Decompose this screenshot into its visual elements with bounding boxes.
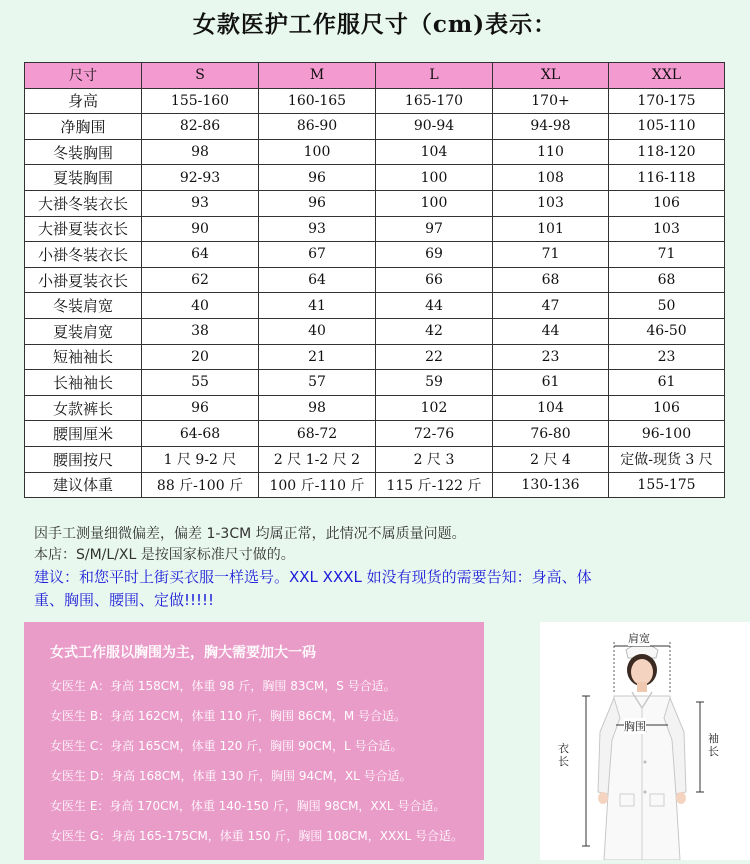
size-value-cell: 100 [259,139,376,165]
size-value-cell: 64-68 [142,421,259,447]
size-value-cell: 定做-现货 3 尺 [609,446,725,472]
size-value-cell: 2 尺 4 [493,446,609,472]
header-s: S [142,63,259,89]
recommendation-line: 女医生 D：身高 168CM，体重 130 斤，胸围 94CM，XL 号合适。 [50,769,412,783]
size-value-cell: 165-170 [376,88,493,114]
size-value-cell: 20 [142,344,259,370]
table-row [25,190,725,216]
row-label-cell: 短袖袖长 [25,344,142,370]
size-value-cell: 41 [259,293,376,319]
size-value-cell: 90-94 [376,114,493,140]
size-value-cell: 103 [609,216,725,242]
row-label-cell: 净胸围 [25,114,142,140]
table-row [25,421,725,447]
table-row [25,370,725,396]
table-row [25,114,725,140]
header-size: 尺寸 [25,63,142,89]
size-value-cell: 62 [142,267,259,293]
size-value-cell: 101 [493,216,609,242]
size-value-cell: 104 [493,395,609,421]
size-value-cell: 96 [142,395,259,421]
recommendation-heading: 女式工作服以胸围为主，胸大需要加大一码 [50,645,316,661]
size-value-cell: 1 尺 9-2 尺 [142,446,259,472]
shoulder-width-label: 肩宽 [628,632,650,645]
size-value-cell: 110 [493,139,609,165]
note-measurement-tolerance: 因手工测量细微偏差，偏差 1-3CM 均属正常，此情况不属质量问题。 [34,526,466,542]
header-xxl: XXL [609,63,725,89]
size-value-cell: 38 [142,318,259,344]
size-value-cell: 98 [142,139,259,165]
size-value-cell: 76-80 [493,421,609,447]
size-value-cell: 46-50 [609,318,725,344]
size-value-cell: 118-120 [609,139,725,165]
size-value-cell: 71 [493,242,609,268]
row-label-cell: 大褂夏装衣长 [25,216,142,242]
size-value-cell: 68-72 [259,421,376,447]
row-label-cell: 小褂冬装衣长 [25,242,142,268]
table-row [25,395,725,421]
header-l: L [376,63,493,89]
table-row [25,139,725,165]
size-value-cell: 100 [376,165,493,191]
size-value-cell: 93 [142,190,259,216]
table-row [25,267,725,293]
size-value-cell: 22 [376,344,493,370]
table-row [25,446,725,472]
size-value-cell: 68 [609,267,725,293]
size-value-cell: 71 [609,242,725,268]
recommendation-line: 女医生 B：身高 162CM，体重 110 斤，胸围 86CM，M 号合适。 [50,709,407,723]
header-m: M [259,63,376,89]
size-value-cell: 94-98 [493,114,609,140]
model-figure [540,622,750,860]
sleeve-length-label: 袖长 [708,732,719,758]
size-value-cell: 116-118 [609,165,725,191]
size-value-cell: 42 [376,318,493,344]
size-value-cell: 98 [259,395,376,421]
length-label: 衣长 [558,742,569,768]
size-value-cell: 170-175 [609,88,725,114]
size-value-cell: 66 [376,267,493,293]
row-label-cell: 小褂夏装衣长 [25,267,142,293]
row-label-cell: 大褂冬装衣长 [25,190,142,216]
row-label-cell: 夏装胸围 [25,165,142,191]
size-value-cell: 155-175 [609,472,725,498]
size-value-cell: 44 [376,293,493,319]
size-value-cell: 21 [259,344,376,370]
recommendation-box [24,622,484,860]
size-value-cell: 47 [493,293,609,319]
size-value-cell: 105-110 [609,114,725,140]
row-label-cell: 女款裤长 [25,395,142,421]
table-row [25,216,725,242]
table-row [25,242,725,268]
table-row [25,293,725,319]
recommendation-line: 女医生 C：身高 165CM，体重 120 斤，胸围 90CM，L 号合适。 [50,739,403,753]
size-value-cell: 108 [493,165,609,191]
note-suggestion-line1: 建议：和您平时上街买衣服一样选号。XXL XXXL 如没有现货的需要告知：身高、体 [34,568,592,586]
size-value-cell: 2 尺 1-2 尺 2 [259,446,376,472]
table-row [25,318,725,344]
row-label-cell: 冬装胸围 [25,139,142,165]
row-label-cell: 冬装肩宽 [25,293,142,319]
size-value-cell: 100 斤-110 斤 [259,472,376,498]
size-value-cell: 93 [259,216,376,242]
row-label-cell: 腰围厘米 [25,421,142,447]
size-value-cell: 170+ [493,88,609,114]
row-label-cell: 身高 [25,88,142,114]
size-value-cell: 40 [142,293,259,319]
notes-section [34,524,734,612]
size-value-cell: 100 [376,190,493,216]
size-value-cell: 97 [376,216,493,242]
row-label-cell: 建议体重 [25,472,142,498]
size-value-cell: 72-76 [376,421,493,447]
row-label-cell: 夏装肩宽 [25,318,142,344]
size-value-cell: 82-86 [142,114,259,140]
recommendation-line: 女医生 E：身高 170CM，体重 140-150 斤，胸围 98CM，XXL 号合适。 [50,799,446,813]
header-xl: XL [493,63,609,89]
size-value-cell: 40 [259,318,376,344]
size-table [24,62,725,498]
size-value-cell: 44 [493,318,609,344]
size-value-cell: 68 [493,267,609,293]
page-title: 女款医护工作服尺寸（cm)表示： [192,11,558,38]
size-value-cell: 130-136 [493,472,609,498]
table-row [25,165,725,191]
size-value-cell: 59 [376,370,493,396]
size-value-cell: 102 [376,395,493,421]
size-value-cell: 104 [376,139,493,165]
size-value-cell: 50 [609,293,725,319]
row-label-cell: 腰围按尺 [25,446,142,472]
size-value-cell: 61 [493,370,609,396]
size-value-cell: 69 [376,242,493,268]
chest-label: 胸围 [624,720,646,733]
table-row [25,472,725,498]
table-header-row [25,63,725,89]
size-value-cell: 61 [609,370,725,396]
size-value-cell: 64 [142,242,259,268]
row-label-cell: 长袖袖长 [25,370,142,396]
size-value-cell: 57 [259,370,376,396]
recommendation-line: 女医生 A：身高 158CM，体重 98 斤，胸围 83CM，S 号合适。 [50,679,396,693]
size-value-cell: 64 [259,267,376,293]
note-national-standard: 本店：S/M/L/XL 是按国家标准尺寸做的。 [34,547,295,563]
size-value-cell: 2 尺 3 [376,446,493,472]
table-row [25,88,725,114]
size-value-cell: 55 [142,370,259,396]
size-value-cell: 106 [609,395,725,421]
size-value-cell: 96 [259,165,376,191]
size-value-cell: 155-160 [142,88,259,114]
size-value-cell: 96 [259,190,376,216]
table-body [25,88,725,498]
size-value-cell: 106 [609,190,725,216]
size-value-cell: 160-165 [259,88,376,114]
size-value-cell: 92-93 [142,165,259,191]
size-value-cell: 86-90 [259,114,376,140]
size-value-cell: 103 [493,190,609,216]
table-row [25,344,725,370]
size-value-cell: 67 [259,242,376,268]
size-value-cell: 23 [493,344,609,370]
size-value-cell: 90 [142,216,259,242]
size-value-cell: 23 [609,344,725,370]
recommendation-line: 女医生 G：身高 165-175CM，体重 150 斤，胸围 108CM，XXXL 号合适。 [50,829,463,843]
size-value-cell: 96-100 [609,421,725,447]
note-suggestion-line2: 重、胸围、腰围、定做!!!!! [34,591,215,609]
size-value-cell: 115 斤-122 斤 [376,472,493,498]
size-value-cell: 88 斤-100 斤 [142,472,259,498]
